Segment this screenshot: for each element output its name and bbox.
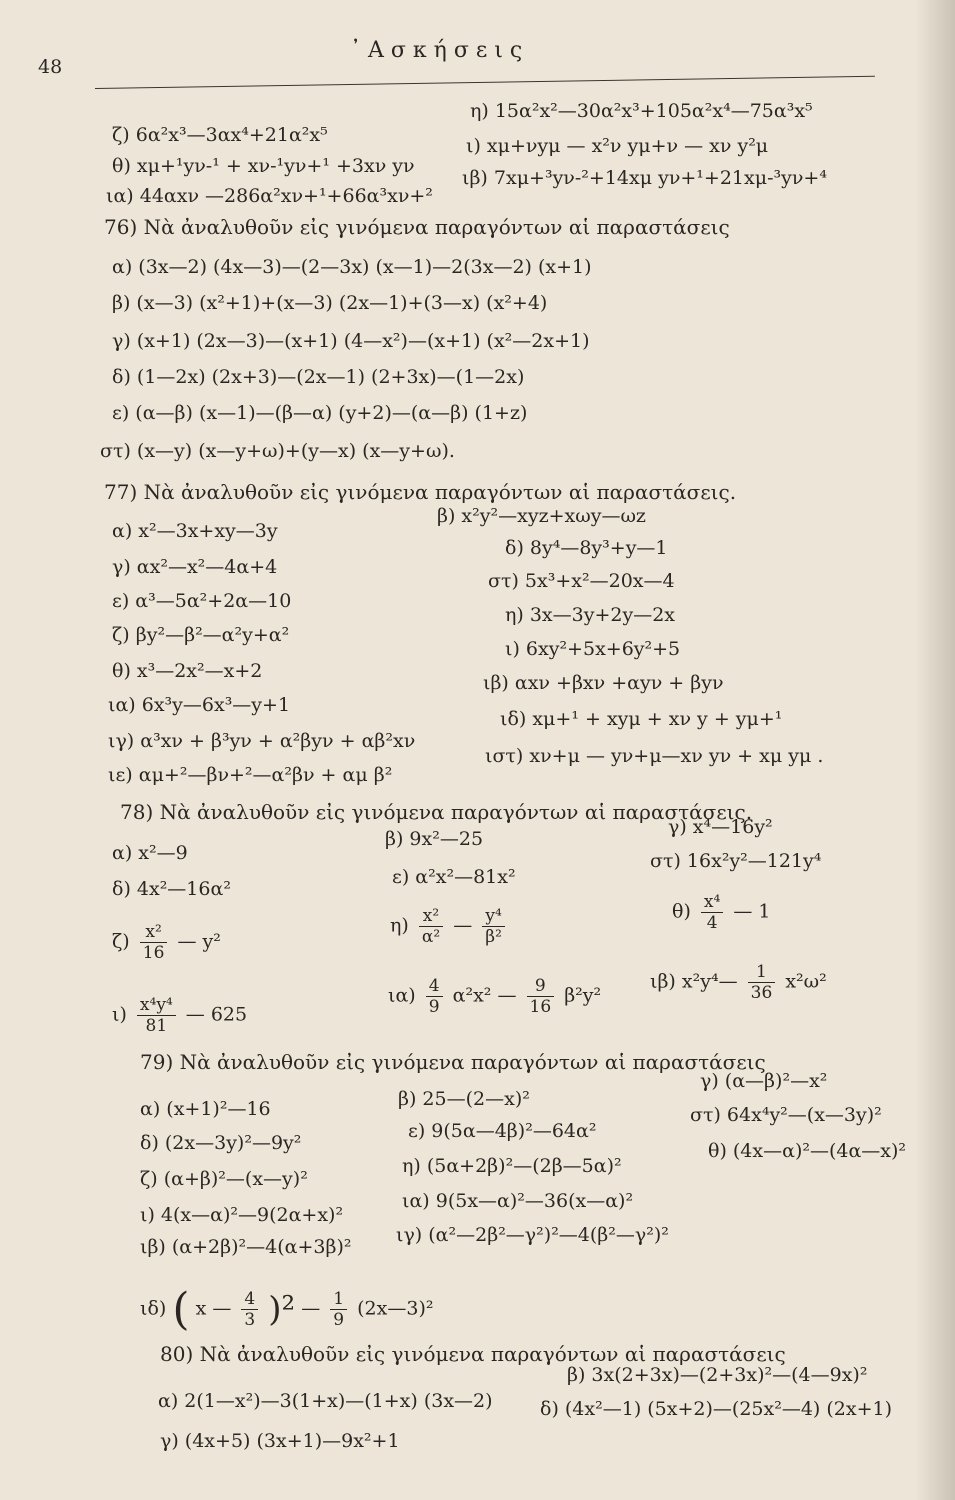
fraction <box>748 962 776 1003</box>
numerator: 1 <box>333 1289 345 1309</box>
exercise-item: ιστ) xν+μ — yν+μ—xν yν + xμ yμ . <box>485 745 824 767</box>
item-label: θ) <box>672 900 691 923</box>
item-label: ια) <box>388 984 416 1007</box>
exercise-item: α) (3x—2) (4x—3)—(2—3x) (x—1)—2(3x—2) (x+1) <box>112 256 592 278</box>
page-number: 48 <box>38 56 63 78</box>
denominator: 81 <box>137 1015 176 1036</box>
expression-rest: — 625 <box>185 1003 248 1026</box>
exercise-item: δ) (2x—3y)²—9y² <box>140 1132 302 1154</box>
exercise-item: ι) 4(x—α)²—9(2α+x)² <box>140 1204 344 1226</box>
header-rule <box>95 76 875 89</box>
exercise-item: ιγ) α³xν + β³yν + α²βyν + αβ²xν <box>108 730 416 752</box>
denominator: 9 <box>330 1309 347 1330</box>
exercise-item: ια) 9(5x—α)²—36(x—α)² <box>402 1190 634 1212</box>
numerator: 4 <box>244 1289 256 1309</box>
expression-rest: x²ω² <box>785 970 827 993</box>
exercise-item-fraction <box>112 995 247 1036</box>
item-label: ζ) <box>112 930 130 953</box>
fraction <box>482 906 505 947</box>
exercise-item: ζ) 6α²x³—3αx⁴+21α²x⁵ <box>112 124 328 146</box>
exercise-78-title: 78) Νὰ ἀναλυθοῦν εἰς γινόμενα παραγόντων αἱ παραστάσεις. <box>120 800 753 824</box>
denominator: 3 <box>241 1309 258 1330</box>
fraction <box>330 1289 347 1330</box>
denominator: 36 <box>748 982 776 1003</box>
exercise-item: στ) 5x³+x²—20x—4 <box>488 570 675 592</box>
denominator: 9 <box>426 996 443 1017</box>
exercise-item: ε) α³—5α²+2α—10 <box>112 590 292 612</box>
exercise-item: γ) (α—β)²—x² <box>700 1070 828 1092</box>
open-paren: ( <box>172 1284 190 1335</box>
denominator: α² <box>419 926 443 947</box>
exercise-item: ιε) αμ+²—βν+²—α²βν + αμ β² <box>108 764 393 786</box>
exercise-item: α) x²—3x+xy—3y <box>112 520 278 542</box>
close-paren: )² <box>268 1289 296 1330</box>
exercise-76-title: 76) Νὰ ἀναλυθοῦν εἰς γινόμενα παραγόντων αἱ παραστάσεις <box>104 215 730 239</box>
exercise-item: α) x²—9 <box>112 842 188 864</box>
exercise-item: β) x²y²—xyz+xωy—ωz <box>437 505 646 527</box>
exercise-item: ε) 9(5α—4β)²—64α² <box>408 1120 597 1142</box>
exercise-item-fraction <box>388 976 601 1017</box>
numerator: 4 <box>428 976 440 996</box>
exercise-item: ιδ) xμ+¹ + xyμ + xν y + yμ+¹ <box>500 708 783 730</box>
expression-middle: x — <box>195 1297 232 1320</box>
minus-sign: — <box>453 914 473 937</box>
item-label: ι) <box>112 1003 127 1026</box>
exercise-item: στ) (x—y) (x—y+ω)+(y—x) (x—y+ω). <box>100 440 455 462</box>
exercise-item: β) (x—3) (x²+1)+(x—3) (2x—1)+(3—x) (x²+4) <box>112 292 548 314</box>
exercise-item: α) (x+1)²—16 <box>140 1098 271 1120</box>
numerator: x² <box>145 922 162 942</box>
expression-rest: — y² <box>177 930 221 953</box>
exercise-item: ι) xμ+νyμ — x²ν yμ+ν — xν y²μ <box>466 135 769 157</box>
running-head: ᾿Ασκήσεις <box>350 38 530 63</box>
exercise-item: ια) 44αxν —286α²xν+¹+66α³xν+² <box>106 185 433 207</box>
exercise-item: ια) 6x³y—6x³—y+1 <box>108 694 291 716</box>
exercise-item: ζ) βy²—β²—α²y+α² <box>112 624 290 646</box>
exercise-item: β) 9x²—25 <box>385 828 484 850</box>
exercise-item: δ) (1—2x) (2x+3)—(2x—1) (2+3x)—(1—2x) <box>112 366 525 388</box>
exercise-item: ιβ) (α+2β)²—4(α+3β)² <box>140 1236 352 1258</box>
exercise-item-fraction <box>390 906 509 947</box>
exercise-item: γ) (x+1) (2x—3)—(x+1) (4—x²)—(x+1) (x²—2x+1) <box>112 330 590 352</box>
numerator: x⁴ <box>703 892 721 912</box>
numerator: 1 <box>756 962 767 982</box>
fraction <box>137 995 176 1036</box>
exercise-item: γ) x⁴—16y² <box>668 816 773 838</box>
exercise-item: θ) (4x—α)²—(4α—x)² <box>708 1140 907 1162</box>
exercise-item: γ) (4x+5) (3x+1)—9x²+1 <box>160 1430 400 1452</box>
exercise-item: γ) αx²—x²—4α+4 <box>112 556 278 578</box>
exercise-item: β) 25—(2—x)² <box>398 1088 530 1110</box>
numerator: 9 <box>534 976 546 996</box>
exercise-item: δ) 4x²—16α² <box>112 878 231 900</box>
denominator: 4 <box>701 912 723 933</box>
exercise-item: στ) 16x²y²—121y⁴ <box>650 850 822 872</box>
exercise-item: ε) α²x²—81x² <box>392 866 516 888</box>
fraction <box>241 1289 258 1330</box>
exercise-item: θ) x³—2x²—x+2 <box>112 660 263 682</box>
exercise-item: η) 3x—3y+2y—2x <box>505 604 676 626</box>
fraction <box>701 892 723 933</box>
numerator: x² <box>422 906 440 926</box>
exercise-80-title: 80) Νὰ ἀναλυθοῦν εἰς γινόμενα παραγόντων αἱ παραστάσεις <box>160 1342 786 1366</box>
expression-rest: (2x—3)² <box>357 1297 434 1320</box>
exercise-item: δ) 8y⁴—8y³+y—1 <box>505 537 668 559</box>
expression-rest: — 1 <box>733 900 771 923</box>
exercise-item: ιγ) (α²—2β²—γ²)²—4(β²—γ²)² <box>396 1224 669 1246</box>
numerator: x⁴y⁴ <box>139 995 173 1015</box>
fraction <box>419 906 443 947</box>
exercise-item: στ) 64x⁴y²—(x—3y)² <box>690 1104 882 1126</box>
denominator: 16 <box>140 942 168 963</box>
exercise-77-title: 77) Νὰ ἀναλυθοῦν εἰς γινόμενα παραγόντων αἱ παραστάσεις. <box>104 480 737 504</box>
exercise-item: η) (5α+2β)²—(2β—5α)² <box>402 1155 622 1177</box>
exercise-item: ι) 6xy²+5x+6y²+5 <box>505 638 681 660</box>
exercise-item: ιβ) 7xμ+³yν-²+14xμ yν+¹+21xμ-³yν+⁴ <box>462 167 827 189</box>
exercise-item-fraction <box>672 892 771 933</box>
minus-sign: — <box>301 1297 321 1320</box>
expression-rest: β²y² <box>564 984 602 1007</box>
exercise-item: η) 15α²x²—30α²x³+105α²x⁴—75α³x⁵ <box>470 100 813 122</box>
item-label: ιβ) x²y⁴— <box>650 970 738 993</box>
exercise-79-title: 79) Νὰ ἀναλυθοῦν εἰς γινόμενα παραγόντων αἱ παραστάσεις <box>140 1050 766 1074</box>
exercise-item-fraction <box>140 1284 433 1335</box>
item-label: ιδ) <box>140 1297 167 1320</box>
exercise-item: θ) xμ+¹yν-¹ + xν-¹yν+¹ +3xν yν <box>112 155 415 177</box>
exercise-item: α) 2(1—x²)—3(1+x)—(1+x) (3x—2) <box>158 1390 493 1412</box>
exercise-item: ιβ) αxν +βxν +αyν + βyν <box>483 672 724 694</box>
item-label: η) <box>390 914 409 937</box>
binding-shadow <box>915 0 955 1500</box>
exercise-item: δ) (4x²—1) (5x+2)—(25x²—4) (2x+1) <box>540 1398 893 1420</box>
exercise-item-fraction <box>112 922 221 963</box>
fraction <box>140 922 168 963</box>
exercise-item-fraction <box>650 962 827 1003</box>
exercise-item: ζ) (α+β)²—(x—y)² <box>140 1168 308 1190</box>
expression-middle: α²x² — <box>452 984 517 1007</box>
denominator: 16 <box>527 996 555 1017</box>
denominator: β² <box>482 926 505 947</box>
exercise-item: β) 3x(2+3x)—(2+3x)²—(4—9x)² <box>567 1364 868 1386</box>
fraction <box>527 976 555 1017</box>
numerator: y⁴ <box>485 906 502 926</box>
fraction <box>426 976 443 1017</box>
exercise-item: ε) (α—β) (x—1)—(β—α) (y+2)—(α—β) (1+z) <box>112 402 528 424</box>
